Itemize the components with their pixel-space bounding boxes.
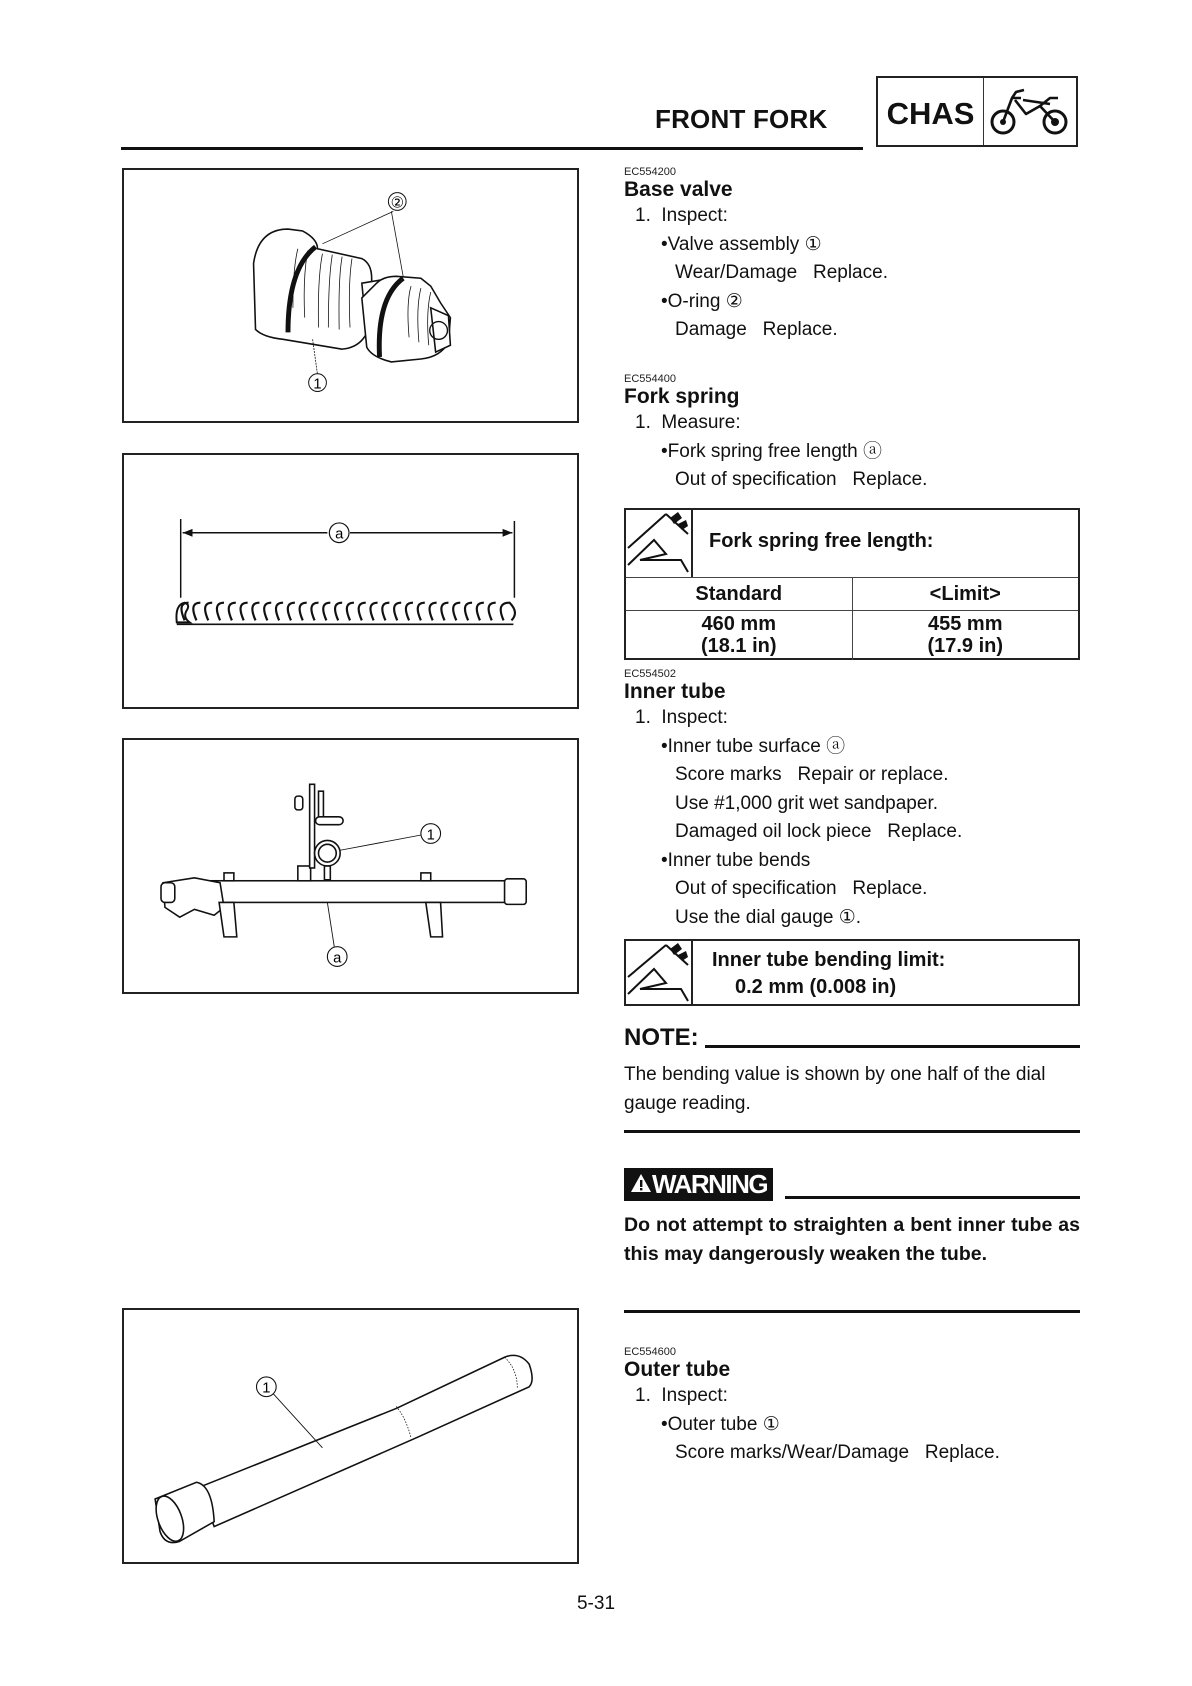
section-title: Base valve — [624, 178, 733, 201]
item-action: Use #1,000 grit wet sandpaper. — [675, 792, 939, 814]
section-badge-label: CHAS — [878, 78, 984, 145]
bullet-item: •O-ring ② — [661, 290, 743, 312]
caliper-icon — [626, 510, 693, 577]
figure-outer-tube — [122, 1308, 579, 1564]
spec-value: 460 mm — [701, 613, 776, 635]
item-action: Damage Replace. — [675, 319, 838, 340]
section-code: EC554400 — [624, 373, 676, 385]
note-rule — [705, 1045, 1080, 1048]
warning-text: Do not attempt to straighten a bent inner tube as this may dangerously weaken the tube. — [624, 1214, 1080, 1265]
section-title: Inner tube — [624, 680, 726, 703]
item-action: Score marks Repair or replace. — [675, 764, 949, 785]
spec-box-inner-tube — [624, 939, 1080, 1006]
item-action: Out of specification Replace. — [675, 469, 928, 490]
note-header — [624, 1024, 1080, 1052]
section-code: EC554502 — [624, 668, 676, 680]
item-action: Wear/Damage Replace. — [675, 262, 888, 283]
section-code: EC554600 — [624, 1346, 676, 1358]
note-end-rule — [624, 1130, 1080, 1133]
step-text: 1. Measure: — [635, 412, 741, 433]
bullet-item: •Valve assembly ① — [661, 233, 822, 255]
figure-fork-spring — [122, 453, 579, 709]
spec-table — [626, 578, 1078, 660]
svg-text:a: a — [335, 526, 344, 543]
spec-value: (17.9 in) — [927, 635, 1004, 657]
note-text: The bending value is shown by one half of the dial gauge reading. — [624, 1064, 1046, 1114]
bullet-item: •Inner tube bends — [661, 849, 811, 871]
spec-col-header: <Limit> — [853, 578, 1079, 611]
warning-label: WARNING — [652, 1169, 768, 1199]
page-number: 5-31 — [576, 1593, 616, 1614]
warning-badge — [624, 1168, 773, 1201]
spec-title: Fork spring free length: — [709, 530, 934, 552]
item-action: Score marks/Wear/Damage Replace. — [675, 1442, 1000, 1463]
figure-base-valve — [122, 168, 579, 423]
figure-inner-tube-dial-gauge — [122, 738, 579, 994]
warning-triangle-icon — [630, 1168, 652, 1201]
step-text: 1. Inspect: — [635, 707, 728, 728]
caliper-icon — [626, 941, 693, 1004]
svg-text:a: a — [333, 950, 342, 967]
section-base-valve — [624, 166, 1080, 345]
section-code: EC554200 — [624, 166, 676, 178]
spec-title: Inner tube bending limit: — [712, 949, 946, 971]
section-title: Fork spring — [624, 385, 740, 408]
item-action: Out of specification Replace. — [675, 878, 928, 899]
spec-col-header: Standard — [626, 578, 852, 611]
spec-value: 0.2 mm (0.008 in) — [735, 976, 897, 998]
section-badge — [876, 76, 1078, 147]
section-outer-tube — [624, 1346, 1080, 1468]
spec-value: (18.1 in) — [700, 635, 777, 657]
svg-text:1: 1 — [426, 827, 435, 844]
warning-end-rule — [624, 1310, 1080, 1313]
spec-box-fork-spring — [624, 508, 1080, 660]
step-text: 1. Inspect: — [635, 1385, 728, 1406]
warning-header — [624, 1168, 1080, 1201]
svg-text:1: 1 — [313, 376, 322, 393]
spec-value: 455 mm — [928, 613, 1003, 635]
section-title: Outer tube — [624, 1358, 731, 1381]
bullet-item: •Fork spring free length ⓐ — [661, 440, 883, 462]
bullet-item: •Inner tube surface ⓐ — [661, 735, 846, 757]
note-label: NOTE: — [624, 1024, 699, 1051]
motorcycle-icon — [984, 78, 1076, 145]
section-fork-spring — [624, 373, 1080, 495]
item-action: Use the dial gauge ①. — [675, 906, 862, 928]
svg-text:1: 1 — [262, 1380, 271, 1397]
callout-2: ② — [390, 195, 404, 212]
step-text: 1. Inspect: — [635, 205, 728, 226]
item-action: Damaged oil lock piece Replace. — [675, 821, 963, 842]
page-title: FRONT FORK — [655, 104, 828, 134]
bullet-item: •Outer tube ① — [661, 1413, 780, 1435]
section-inner-tube — [624, 668, 1080, 932]
header-divider — [121, 147, 863, 150]
warning-rule — [785, 1196, 1080, 1199]
